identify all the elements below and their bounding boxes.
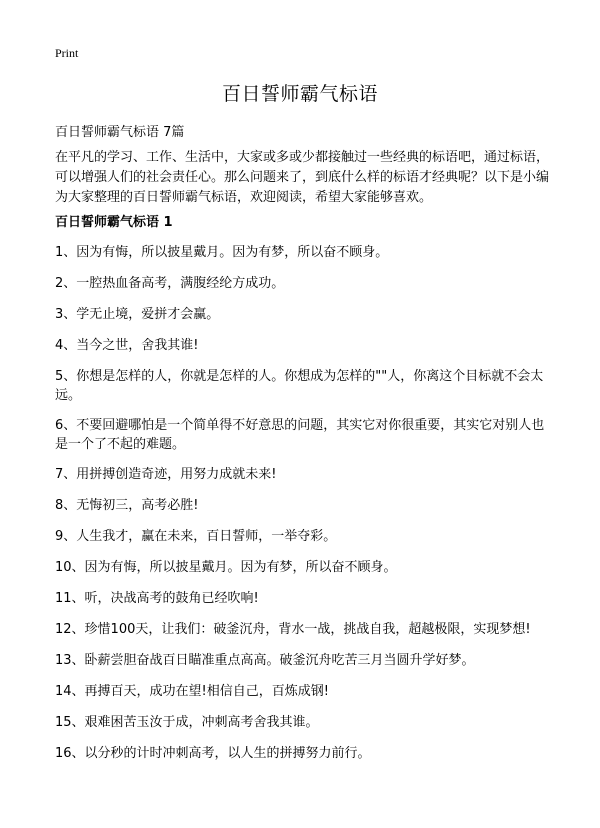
- page-title: 百日誓师霸气标语: [221, 83, 378, 105]
- list-item: 5、你想是怎样的人，你就是怎样的人。你想成为怎样的""人，你离这个目标就不会太远。: [55, 369, 544, 403]
- section-heading: 百日誓师霸气标语 1: [55, 215, 173, 230]
- list-item: 12、珍惜100天，让我们：破釜沉舟，背水一战，挑战自我，超越极限，实现梦想!: [55, 622, 531, 637]
- print-link[interactable]: Print: [55, 46, 79, 60]
- list-item: 1、因为有悔，所以披星戴月。因为有梦，所以奋不顾身。: [55, 245, 389, 260]
- list-item: 14、再搏百天，成功在望!相信自己，百炼成钢!: [55, 684, 329, 699]
- list-item: 3、学无止境，爱拼才会赢。: [55, 307, 220, 322]
- list-item: 2、一腔热血备高考，满腹经纶方成功。: [55, 276, 285, 291]
- list-item: 6、不要回避哪怕是一个简单得不好意思的问题，其实它对你很重要，其实它对别人也是一个了不起的难题。: [55, 418, 545, 452]
- list-item: 9、人生我才，赢在未来，百日誓师，一举夺彩。: [55, 529, 337, 544]
- list-item: 4、当今之世，舍我其谁!: [55, 338, 199, 353]
- list-item: 16、以分秒的计时冲刺高考，以人生的拼搏努力前行。: [55, 746, 371, 761]
- slogan-list: [55, 243, 555, 775]
- list-item: 10、因为有悔，所以披星戴月。因为有梦，所以奋不顾身。: [55, 560, 397, 575]
- list-item: 11、听，决战高考的鼓角已经吹响!: [55, 591, 259, 606]
- list-item: 15、艰难困苦玉汝于成，冲刺高考舍我其谁。: [55, 715, 319, 730]
- document-subtitle: 百日誓师霸气标语 7篇: [55, 125, 185, 140]
- list-item: 13、卧薪尝胆奋战百日瞄准重点高高。破釜沉舟吃苦三月当圆升学好梦。: [55, 653, 475, 668]
- list-item: 7、用拼搏创造奇迹，用努力成就未来!: [55, 467, 277, 482]
- list-item: 8、无悔初三，高考必胜!: [55, 498, 199, 513]
- intro-paragraph: 在平凡的学习、工作、生活中，大家或多或少都接触过一些经典的标语吧，通过标语，可以增强人们的社会责任心。那么问题来了，到底什么样的标语才经典呢？以下是小编为大家整理的百日誓师霸气标语，欢迎阅读，希望大家能够喜欢。: [55, 150, 550, 205]
